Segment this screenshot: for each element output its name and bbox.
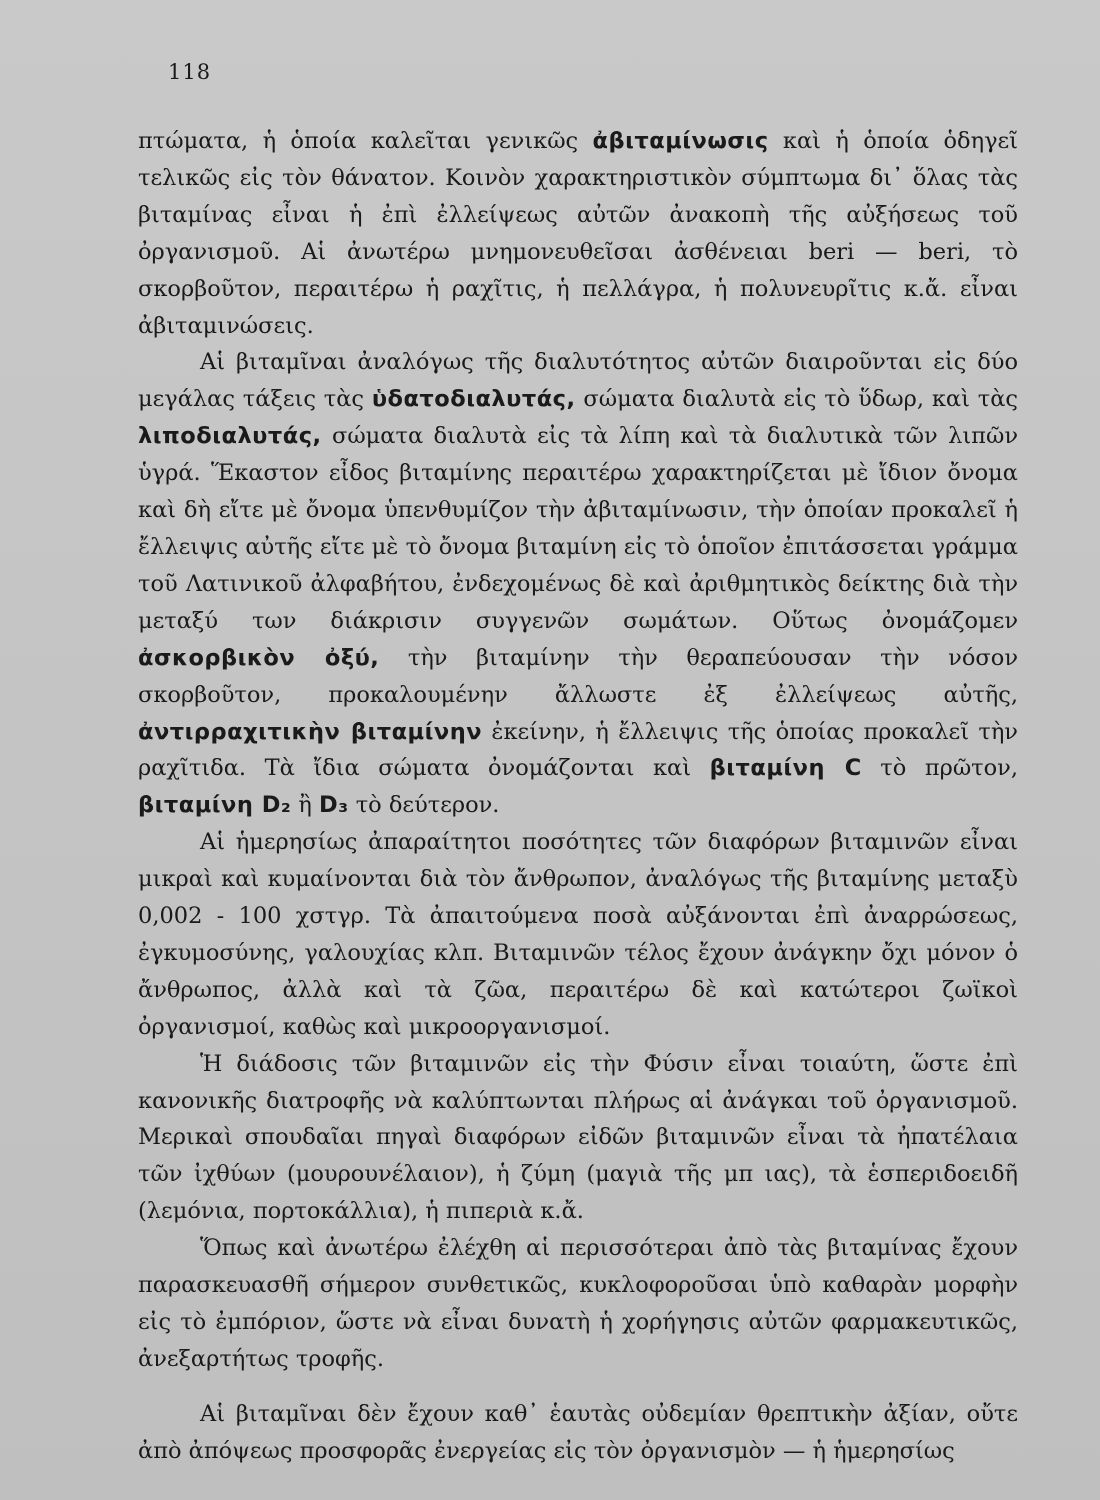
- paragraph: [138, 1396, 1018, 1470]
- bold-term: D₃: [319, 792, 349, 819]
- text-run: Ὅπως καὶ ἀνωτέρω ἐλέχθη αἱ περισσότεραι ἀπὸ τὰς βιταμίνας ἔχουν παρασκευασθῆ σήμερον συνθετικῶς, κυκλοφοροῦσαι ὑπὸ καθαρὰν μορφὴν εἰς τὸ ἐμπόριον, ὥστε νὰ εἶναι δυνατὴ ἡ χορήγησις αὐτῶν φαρμακευτικῶς, ἀνεξαρτήτως τροφῆς.: [138, 1235, 1018, 1372]
- text-run: τὸ δεύτερον.: [348, 792, 500, 819]
- bold-term: ἀντιρραχιτικὴν βιταμίνην: [138, 718, 483, 745]
- text-run: Αἱ ἡμερησίως ἀπαραίτητοι ποσότητες τῶν διαφόρων βιταμινῶν εἶναι μικραὶ καὶ κυμαίνονται διὰ τὸν ἄνθρωπον, ἀναλόγως τῆς βιταμίνης μεταξὺ 0,002 - 100 χστγρ. Τὰ ἀπαιτούμενα ποσὰ αὐξάνονται ἐπὶ ἀναρρώσεως, ἐγκυμοσύνης, γαλουχίας κλπ. Βιταμινῶν τέλος ἔχουν ἀνάγκην ὄχι μόνον ὁ ἄνθρωπος, ἀλλὰ καὶ τὰ ζῶα, περαιτέρω δὲ καὶ κατώτεροι ζωϊκοὶ ὀργανισμοί, καθὼς καὶ μικροοργανισμοί.: [138, 829, 1018, 1040]
- text-run: καὶ ἡ ὁποία ὁδηγεῖ τελικῶς εἰς τὸν θάνατον. Κοινὸν χαρακτηριστικὸν σύμπτωμα δι᾽ ὅλας τὰς βιταμίνας εἶναι ἡ ἐπὶ ἐλλείψεως αὐτῶν ἀνακοπὴ τῆς αὐξήσεως τοῦ ὀργανισμοῦ. Αἱ ἀνωτέρω μνημονευθεῖσαι ἀσθένειαι beri — beri, τὸ σκορβοῦτον, περαιτέρω ἡ ραχῖτις, ἡ πελλάγρα, ἡ πολυνευρῖτις κ.ἄ. εἶναι ἀβιταμινώσεις.: [138, 128, 1019, 339]
- text-run: σώματα διαλυτὰ εἰς τὸ ὕδωρ, καὶ τὰς: [575, 386, 1018, 413]
- bold-term: ὑδατοδιαλυτάς,: [371, 386, 576, 413]
- paragraph: [138, 123, 1018, 344]
- text-run: ἢ: [291, 792, 320, 819]
- text-run: Αἱ βιταμῖναι ἀναλόγως τῆς διαλυτότητος αὐτῶν διαιροῦνται εἰς δύο μεγάλας τάξεις τὰς: [138, 349, 1018, 413]
- text-run: τὸ πρῶτον,: [861, 755, 1019, 782]
- text-run: Ἡ διάδοσις τῶν βιταμινῶν εἰς τὴν Φύσιν εἶναι τοιαύτη, ὥστε ἐπὶ κανονικῆς διατροφῆς νὰ καλύπτωνται πλήρως αἱ ἀνάγκαι τοῦ ὀργανισμοῦ. Μερικαὶ σπουδαῖαι πηγαὶ διαφόρων εἰδῶν βιταμινῶν εἶναι τὰ ἠπατέλαια τῶν ἰχθύων (μουρουνέλαιον), ἡ ζύμη (μαγιὰ τῆς μπ ιας), τὰ ἑσπεριδοειδῆ (λεμόνια, πορτοκάλλια), ἡ πιπεριὰ κ.ἄ.: [138, 1050, 1018, 1225]
- text-run: ἐκείνην, ἡ ἔλλειψις τῆς ὁποίας προκαλεῖ τὴν ραχῖτιδα. Τὰ ἴδια σώματα ὀνομάζονται καὶ: [138, 718, 1018, 782]
- bold-term: βιταμίνη D₂: [138, 792, 292, 819]
- paragraph: [138, 824, 1018, 1045]
- text-run: τὴν βιταμίνην τὴν θεραπεύουσαν τὴν νόσον σκορβοῦτον, προκαλουμένην ἄλλωστε ἐξ ἐλλείψεως αὐτῆς,: [138, 644, 1018, 708]
- text-run: σώματα διαλυτὰ εἰς τὰ λίπη καὶ τὰ διαλυτικὰ τῶν λιπῶν ὑγρά. Ἕκαστον εἶδος βιταμίνης περαιτέρω χαρακτηρίζεται μὲ ἴδιον ὄνομα καὶ δὴ εἴτε μὲ ὄνομα ὑπενθυμίζον τὴν ἀβιταμίνωσιν, τὴν ὁποίαν προκαλεῖ ἡ ἔλλειψις αὐτῆς εἴτε μὲ τὸ ὄνομα βιταμίνη εἰς τὸ ὁποῖον ἐπιτάσσεται γράμμα τοῦ Λατινικοῦ ἀλφαβήτου, ἐνδεχομένως δὲ καὶ ἀριθμητικὸς δείκτης διὰ τὴν μεταξύ των διάκρισιν συγγενῶν σωμάτων. Οὕτως ὀνομάζομεν: [138, 423, 1018, 634]
- paragraph: [138, 344, 1018, 824]
- bold-term: ἀσκορβικὸν ὀξύ,: [138, 644, 380, 671]
- page-number: 118: [168, 60, 212, 84]
- bold-term: λιποδιαλυτάς,: [138, 423, 322, 450]
- bold-term: ἀβιταμίνωσις: [592, 128, 769, 154]
- paragraph: [138, 1230, 1018, 1378]
- text-run: πτώματα, ἡ ὁποία καλεῖται γενικῶς: [138, 128, 593, 154]
- text-run: Αἱ βιταμῖναι δὲν ἔχουν καθ᾽ ἑαυτὰς οὐδεμίαν θρεπτικὴν ἀξίαν, οὔτε ἀπὸ ἀπόψεως προσφορᾶς ἐνεργείας εἰς τὸν ὀργανισμὸν — ἡ ἡμερησίως: [138, 1400, 1018, 1464]
- paragraph: [138, 1046, 1018, 1231]
- body-text: [138, 123, 1018, 1470]
- bold-term: βιταμίνη C: [709, 755, 862, 782]
